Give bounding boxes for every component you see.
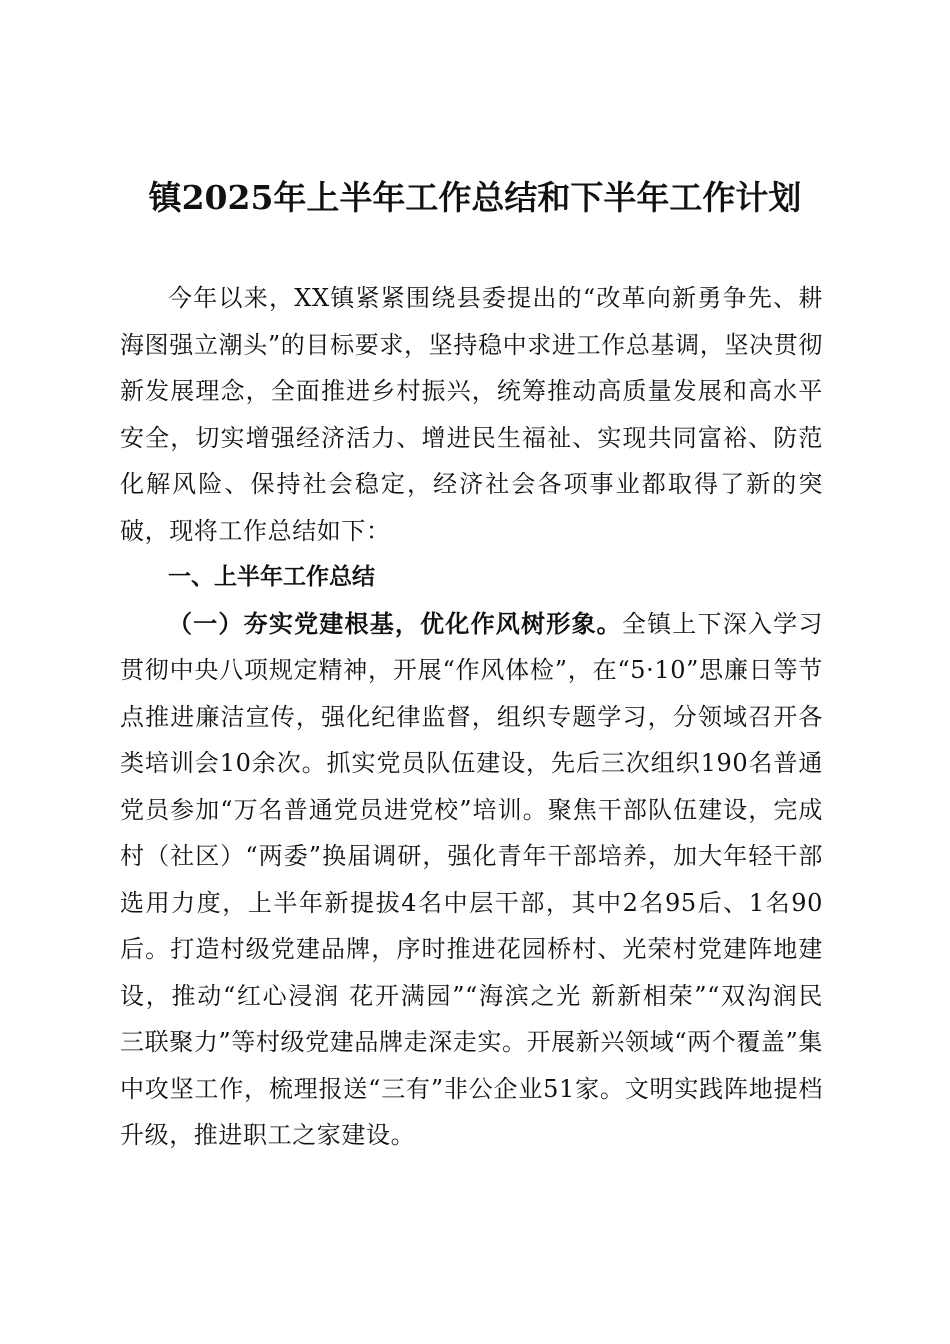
section1-item1-lead: （一）夯实党建根基，优化作风树形象。 — [168, 608, 622, 638]
intro-paragraph: 今年以来，XX镇紧紧围绕县委提出的“改革向新勇争先、耕海图强立潮头”的目标要求，坚持稳中求进工作总基调，坚决贯彻新发展理念，全面推进乡村振兴，统筹推动高质量发展和高水平安全，切实增强经济活力、增进民生福祉、实现共同富裕、防范化解风险、保持社会稳定，经济社会各项事业都取得了新的突破，现将工作总结如下： — [120, 284, 823, 545]
document-title: 镇2025年上半年工作总结和下半年工作计划 — [148, 178, 802, 217]
section1-item1-paragraph — [120, 601, 823, 1159]
section1-item1-body: 全镇上下深入学习贯彻中央八项规定精神，开展“作风体检”，在“5·10”思廉日等节点推进廉洁宣传，强化纪律监督，组织专题学习，分领域召开各类培训会10余次。抓实党员队伍建设，先后三次组织190名普通党员参加“万名普通党员进党校”培训。聚焦干部队伍建设，完成村（社区）“两委”换届调研，强化青年干部培养，加大年轻干部选用力度，上半年新提拔4名中层干部，其中2名95后、1名90后。打造村级党建品牌，序时推进花园桥村、光荣村党建阵地建设，推动“红心浸润 花开满园”“海滨之光 新新相荣”“双沟润民 三联聚力”等村级党建品牌走深走实。开展新兴领域“两个覆盖”集中攻坚工作，梳理报送“三有”非公企业51家。文明实践阵地提档升级，推进职工之家建设。 — [120, 609, 823, 1149]
document-body — [120, 275, 823, 1159]
section-heading-1: 一、上半年工作总结 — [168, 564, 375, 590]
